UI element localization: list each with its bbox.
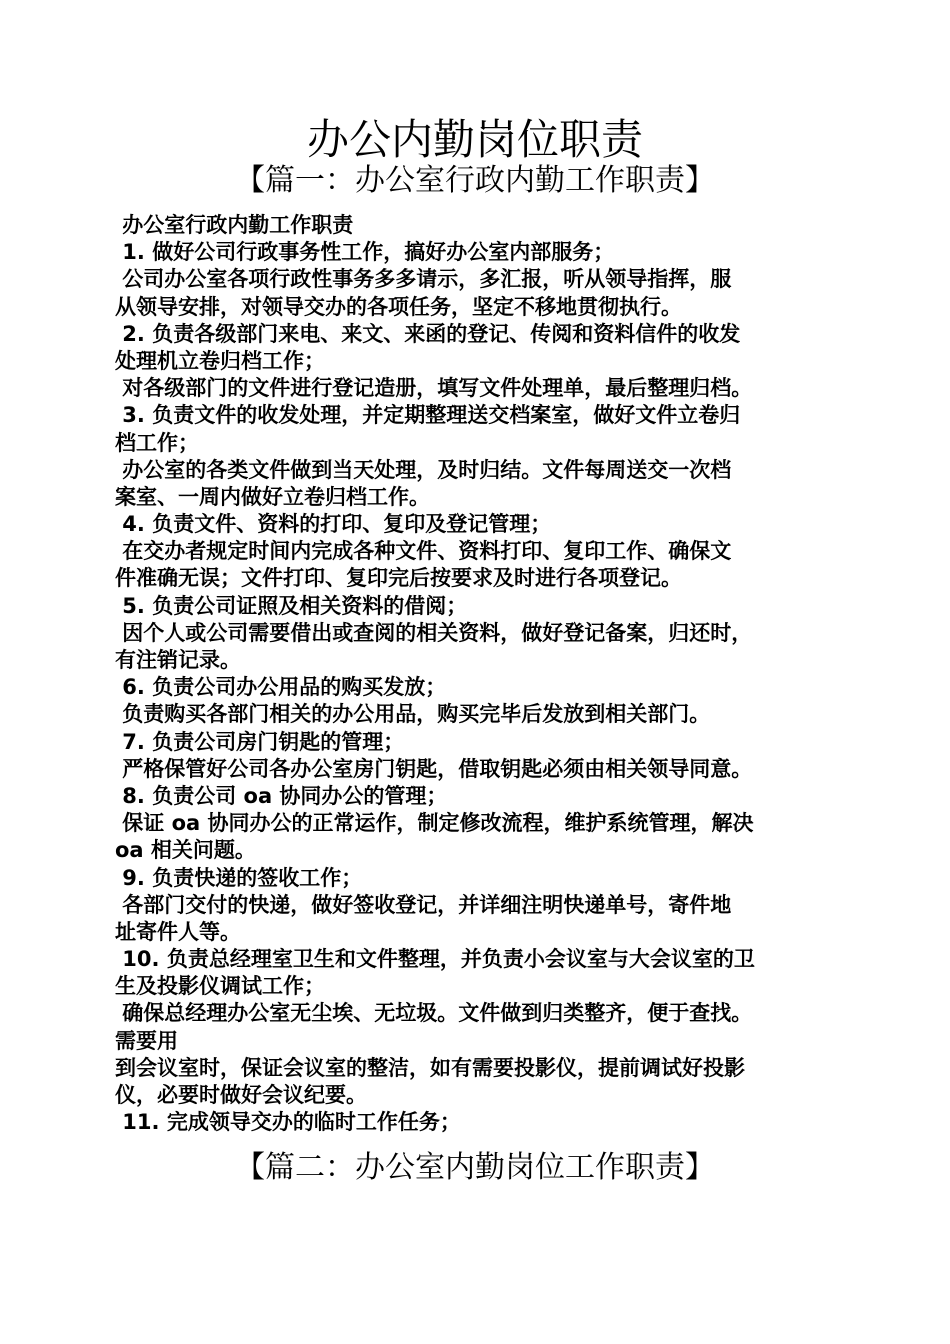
text-line: 有注销记录。 <box>115 648 241 672</box>
body-text <box>115 212 837 1136</box>
text-line: 3. 负责文件的收发处理，并定期整理送交档案室，做好文件立卷归 <box>115 403 741 428</box>
text-line: 处理机立卷归档工作； <box>115 348 325 373</box>
text-line: 档工作； <box>115 430 199 455</box>
text-line: 生及投影仪调试工作； <box>115 974 325 999</box>
text-line: oa 相关问题。 <box>115 838 256 863</box>
section-heading-1: 【篇一：办公室行政内勤工作职责】 <box>235 163 715 198</box>
text-line: 确保总经理办公室无尘埃、无垃圾。文件做到归类整齐，便于查找。 <box>115 1001 753 1026</box>
text-line: 保证 oa 协同办公的正常运作，制定修改流程，维护系统管理，解决 <box>115 811 754 836</box>
text-line: 7. 负责公司房门钥匙的管理； <box>115 729 405 754</box>
text-line: 5. 负责公司证照及相关资料的借阅； <box>115 593 468 618</box>
text-line: 从领导安排，对领导交办的各项任务，坚定不移地贯彻执行。 <box>115 294 682 319</box>
text-line: 4. 负责文件、资料的打印、复印及登记管理； <box>115 512 552 537</box>
text-line: 在交办者规定时间内完成各种文件、资料打印、复印工作、确保文 <box>115 539 732 564</box>
section-heading-2: 【篇二：办公室内勤岗位工作职责】 <box>235 1150 715 1185</box>
text-line: 1. 做好公司行政事务性工作，搞好办公室内部服务； <box>115 240 615 265</box>
text-line: 仪，必要时做好会议纪要。 <box>115 1083 367 1107</box>
text-line: 办公室行政内勤工作职责 <box>115 213 354 237</box>
text-line: 各部门交付的快递，做好签收登记，并详细注明快递单号，寄件地 <box>115 892 732 917</box>
page-title: 办公内勤岗位职责 <box>306 115 643 164</box>
text-line: 2. 负责各级部门来电、来文、来函的登记、传阅和资料信件的收发 <box>115 321 741 346</box>
text-line: 9. 负责快递的签收工作； <box>115 865 363 890</box>
text-line: 公司办公室各项行政性事务多多请示，多汇报，听从领导指挥，服 <box>115 267 732 292</box>
text-line: 需要用 <box>115 1028 178 1053</box>
text-line: 到会议室时，保证会议室的整洁，如有需要投影仪，提前调试好投影 <box>115 1055 745 1080</box>
text-line: 因个人或公司需要借出或查阅的相关资料，做好登记备案，归还时， <box>115 620 753 645</box>
text-line: 对各级部门的文件进行登记造册，填写文件处理单，最后整理归档。 <box>115 376 753 401</box>
text-line: 负责购买各部门相关的办公用品，购买完毕后发放到相关部门。 <box>115 702 711 727</box>
text-line: 案室、一周内做好立卷归档工作。 <box>115 484 430 509</box>
text-line: 严格保管好公司各办公室房门钥匙，借取钥匙必须由相关领导同意。 <box>115 756 753 781</box>
text-line: 11. 完成领导交办的临时工作任务； <box>115 1110 461 1135</box>
text-line: 址寄件人等。 <box>115 919 241 944</box>
text-line: 6. 负责公司办公用品的购买发放； <box>115 675 447 700</box>
text-line: 办公室的各类文件做到当天处理，及时归结。文件每周送交一次档 <box>115 457 732 482</box>
text-line: 10. 负责总经理室卫生和文件整理，并负责小会议室与大会议室的卫 <box>115 947 755 972</box>
text-line: 件准确无误；文件打印、复印完后按要求及时进行各项登记。 <box>115 566 682 591</box>
text-line: 8. 负责公司 oa 协同办公的管理； <box>115 783 448 808</box>
